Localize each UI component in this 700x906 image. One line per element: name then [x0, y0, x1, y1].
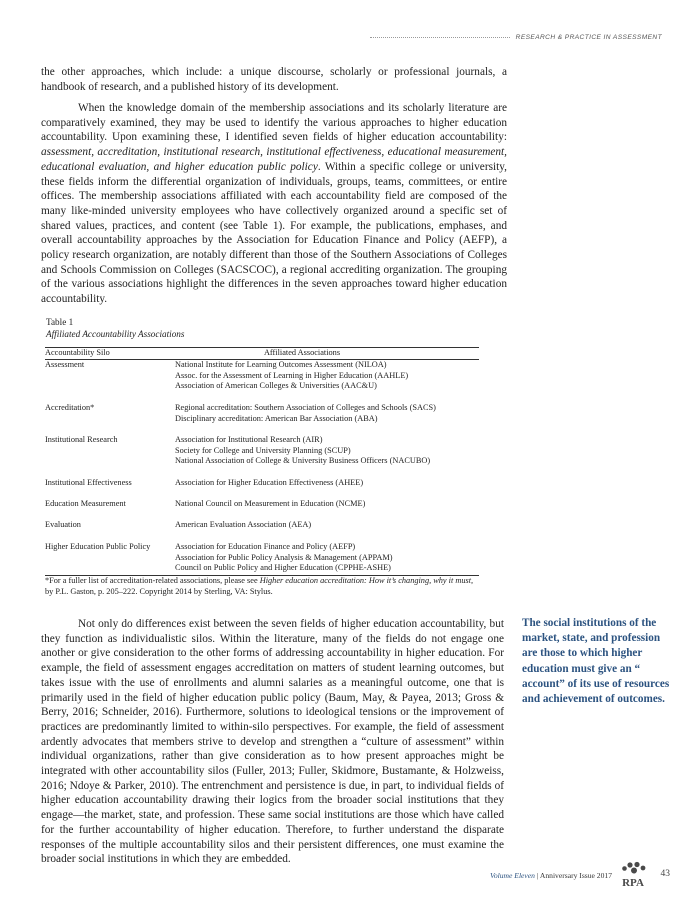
associations-cell [175, 542, 479, 574]
table-row [45, 499, 479, 510]
association-name: Association of American Colleges & Universities (AAC&U) [175, 381, 377, 391]
association-name: Association for Institutional Research (AIR) [175, 434, 323, 444]
table-caption [46, 316, 184, 340]
silo-cell: Accreditation* [45, 402, 95, 412]
association-name: Regional accreditation: Southern Association of Colleges and Schools (SACS) [175, 402, 436, 412]
table-subtitle: Affiliated Accountability Associations [46, 329, 185, 339]
association-name: Association for Public Policy Analysis & Management (APPAM) [175, 552, 393, 562]
para2-start: When the knowledge domain of the membership associations and its scholarly literature are comparatively examined, they may be used to identify the various approaches to higher education accountability. Upon examining these, I identified seven fields of higher education accountability: [41, 102, 507, 144]
footer-issue: | Anniversary Issue 2017 [534, 871, 612, 880]
running-header [370, 30, 662, 44]
footer-volume: Volume Eleven [490, 871, 535, 880]
pull-quote: The social institutions of the market, state, and profession are those to which higher education must give an “ account” of its use of resources and achievement of outcomes. [522, 617, 670, 706]
silo-cell: Institutional Research [45, 434, 118, 444]
svg-text:RPA: RPA [622, 877, 644, 889]
association-name: National Institute for Learning Outcomes Assessment (NILOA) [175, 360, 387, 369]
associations-cell [175, 520, 479, 531]
association-name: Assoc. for the Assessment of Learning in Higher Education (AAHLE) [175, 370, 409, 380]
note-end: by P.L. Gaston, p. 205–222. Copyright 2014 by Sterling, VA: Stylus. [45, 586, 273, 596]
col-header-silo: Accountability Silo [45, 348, 110, 357]
silo-cell: Assessment [45, 360, 85, 369]
page-number: 43 [660, 869, 670, 879]
note-italic-title: Higher education accreditation: How it’s changing, why it must, [259, 575, 474, 585]
table-row [45, 478, 479, 489]
rpa-logo-icon [618, 861, 648, 889]
associations-cell [175, 360, 479, 392]
silo-cell: Evaluation [45, 520, 81, 530]
association-name: Disciplinary accreditation: American Bar Association (ABA) [175, 413, 378, 423]
para2-italic-fields: assessment, accreditation, institutional research, institutional effectiveness, educational measurement, educational evaluation, and higher education public policy [41, 146, 507, 173]
table-label: Table 1 [46, 317, 74, 327]
silo-cell: Institutional Effectiveness [45, 477, 132, 487]
page-footer [440, 861, 670, 895]
footer-issue-info [490, 871, 612, 880]
table-row [45, 520, 479, 531]
association-name: National Association of College & University Business Officers (NACUBO) [175, 456, 431, 466]
association-name: Association for Higher Education Effectiveness (AHEE) [175, 477, 364, 487]
body-paragraph-2 [41, 101, 507, 307]
associations-cell [175, 403, 479, 424]
table-note [45, 576, 479, 597]
associations-table [45, 347, 479, 597]
associations-cell [175, 478, 479, 489]
associations-cell [175, 499, 479, 510]
body-paragraph-1: the other approaches, which include: a unique discourse, scholarly or professional journals, a handbook of research, and a published history of its development. [41, 66, 507, 93]
association-name: National Council on Measurement in Education (NCME) [175, 499, 366, 509]
table-row [45, 360, 479, 392]
association-name: Association for Education Finance and Policy (AEFP) [175, 541, 356, 551]
para2-end: . Within a specific college or university, these fields inform the differential organization of individuals, groups, teams, committees, or entire offices. The membership associations affiliated with each accountability field are composed of the many like-minded university employees who have collectively organized around a specific set of shared values, practices, and content (see Table 1). For example, the publications, emphases, and overall accountability approaches by the Association for Education Finance and Policy (AEFP), a policy research organization, are notably different than those of the Southern Associations of Colleges and Schools Commission on Colleges (SACSCOC), a regional accrediting organization. The grouping of the various associations highlight the differences in the seven approaches toward higher education accountability. [41, 160, 507, 306]
body-paragraph-3: Not only do differences exist between the seven fields of higher education accountability, but they function as individualistic silos. Within the literature, many of the fields do not engage one another or give consideration to the other forms of addressing accountability in higher education. For example, the field of assessment engages accreditation on matters of student learning outcomes, but takes issue with the use of enrollments and alumni salaries as a meaningful outcome, one that is primarily used in the field of higher education public policy (Baum, May, & Payea, 2013; Gross & Berry, 2016; Schneider, 2016). Furthermore, solutions to ideological tensions or the improvement of practices are predominantly limited to within-silo perspectives. For example, the field of assessment ardently advocates that members strive to develop and strengthen a “culture of assessment” within individual organizations, rather than give consideration as to how present approaches might be integrated with other accountability silos (Fuller, 2013; Fuller, Skidmore, Bustamante, & Holzweiss, 2016; Ndoye & Parker, 2010). The entrenchment and persistence is due, in part, to individual fields of higher education accountability drawing their logics from the broader social institutions that they engage—the market, state, and profession. These same social institutions are those which have called for the further accountability of higher education. Therefore, to further understand the disparate responses of the multiple accountability silos and their persistent differences, one must examine the broader social institutions in which they are embedded. [41, 618, 504, 866]
table-body [45, 360, 479, 574]
running-title: RESEARCH & PRACTICE IN ASSESSMENT [515, 33, 662, 41]
association-name: American Evaluation Association (AEA) [175, 520, 312, 530]
silo-cell: Education Measurement [45, 499, 126, 509]
header-dotted-rule [370, 37, 510, 38]
table-header-row [45, 348, 479, 359]
association-name: Society for College and University Planning (SCUP) [175, 445, 351, 455]
association-name: Council on Public Policy and Higher Education (CPPHE-ASHE) [175, 563, 391, 573]
note-start: *For a fuller list of accreditation-related associations, please see [45, 575, 260, 585]
table-row [45, 403, 479, 424]
col-header-associations: Affiliated Associations [263, 348, 341, 357]
silo-cell: Higher Education Public Policy [45, 541, 151, 551]
table-row [45, 542, 479, 574]
table-row [45, 435, 479, 467]
associations-cell [175, 435, 479, 467]
